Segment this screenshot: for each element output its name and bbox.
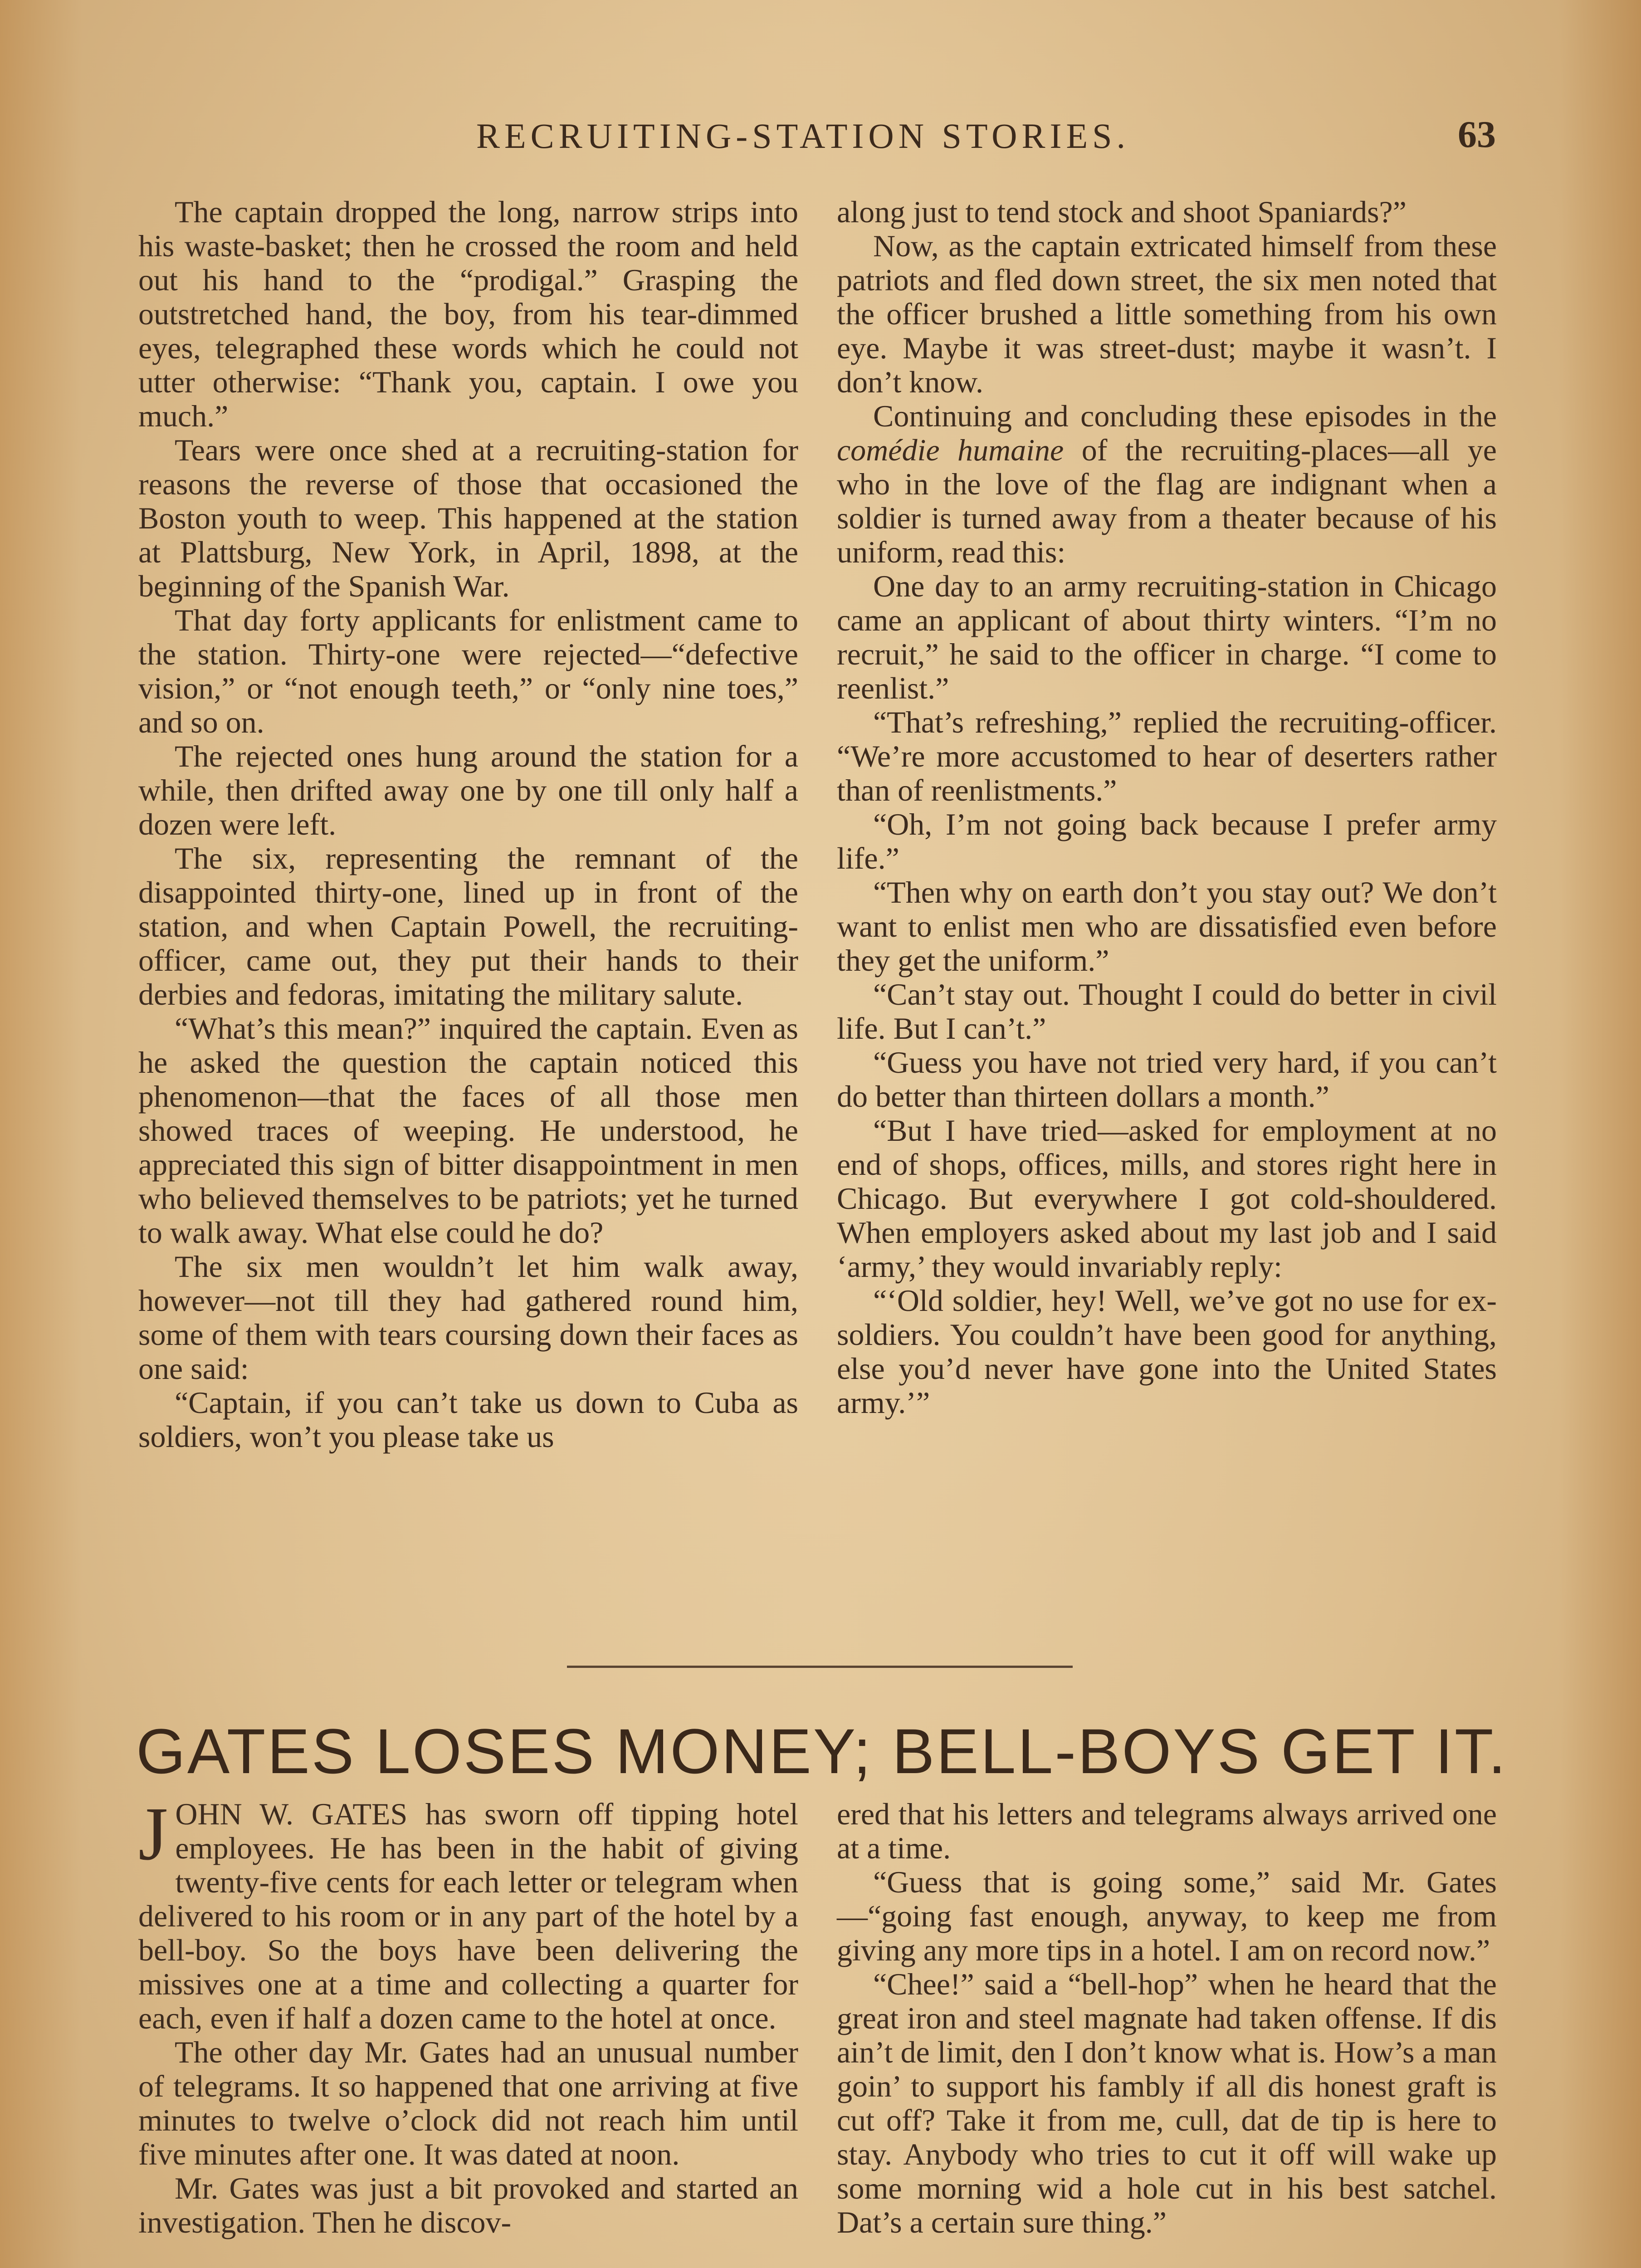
article-headline: GATES LOSES MONEY; BELL-BOYS GET IT. — [136, 1716, 1508, 1787]
running-head: RECRUITING-STATION STORIES. — [476, 116, 1130, 156]
paragraph: “Can’t stay out. Thought I could do better in civil life. But I can’t.” — [837, 977, 1497, 1046]
page-number: 63 — [1458, 113, 1496, 156]
paragraph: “‘Old soldier, hey! Well, we’ve got no use for ex-soldiers. You couldn’t have been good for anything, else you’d never have gone into the United States army.’” — [837, 1283, 1497, 1420]
paragraph: One day to an army recruiting-station in Chicago came an applicant of about thirty winters. “I’m no recruit,” he said to the officer in charge. “I come to reenlist.” — [837, 569, 1497, 705]
paragraph: The six men wouldn’t let him walk away, however—not till they had gathered round him, some of them with tears coursing down their faces as one said: — [138, 1249, 798, 1386]
paragraph: “Captain, if you can’t take us down to Cuba as soldiers, won’t you please take us — [138, 1385, 798, 1454]
intro-text: of the recruiting-places—all ye who in the love of the flag are indignant when a soldier is turned away from a theater because of his uniform, read this: — [837, 433, 1497, 569]
paragraph: “Guess you have not tried very hard, if you can’t do better than thirteen dollars a month.” — [837, 1045, 1497, 1114]
lead-text: OHN W. GATES has sworn off tipping hotel employees. He has been in the habit of giving twenty-five cents for each letter or telegram when delivered to his room or in any part of the hotel by a bell-boy. So the boys have been delivering the missives one at a time and collecting a quarter for each, even if half a dozen came to the hotel at once. — [138, 1797, 798, 2035]
intro-italic-phrase: comédie humaine — [837, 433, 1064, 467]
drop-cap: J — [138, 1792, 168, 1876]
story1-left-column — [138, 195, 798, 1454]
paragraph-continuation: along just to tend stock and shoot Spaniards?” — [837, 195, 1407, 229]
paragraph: Now, as the captain extricated himself from these patriots and fled down street, the six men noted that the officer brushed a little something from his own eye. Maybe it was street-dust; maybe it wasn’t. I don’t know. — [837, 229, 1497, 399]
paragraph: “Guess that is going some,” said Mr. Gates—“going fast enough, anyway, to keep me from giving any more tips in a hotel. I am on record now.” — [837, 1865, 1497, 1967]
paragraph: Tears were once shed at a recruiting-station for reasons the reverse of those that occasioned the Boston youth to weep. This happened at the station at Plattsburg, New York, in April, 1898, at the beginning of the Spanish War. — [138, 433, 798, 603]
lead-paragraph — [138, 1792, 798, 2035]
paragraph: “But I have tried—asked for employment at no end of shops, offices, mills, and stores right here in Chicago. But everywhere I got cold-shouldered. When employers asked about my last job and I said ‘army,’ they would invariably reply: — [837, 1113, 1497, 1284]
paragraph-episode-intro — [837, 399, 1497, 569]
paragraph: That day forty applicants for enlistment came to the station. Thirty-one were rejected—“defective vision,” or “not enough teeth,” or “only nine toes,” and so on. — [138, 603, 798, 739]
paragraph: “Chee!” said a “bell-hop” when he heard that the great iron and steel magnate had taken offense. If dis ain’t de limit, den I don’t know what is. How’s a man goin’ to support his fambly if all dis honest graft is cut off? Take it from me, cull, dat de tip is here to stay. Anybody who tries to cut it off will wake up some morning wid a hole cut in his best satchel. Dat’s a certain sure thing.” — [837, 1967, 1497, 2239]
paragraph: The rejected ones hung around the station for a while, then drifted away one by one till only half a dozen were left. — [138, 739, 798, 841]
paragraph: “That’s refreshing,” replied the recruiting-officer. “We’re more accustomed to hear of deserters rather than of reenlistments.” — [837, 705, 1497, 807]
paragraph: The captain dropped the long, narrow strips into his waste-basket; then he crossed the room and held out his hand to the “prodigal.” Grasping the outstretched hand, the boy, from his tear-dimmed eyes, telegraphed these words which he could not utter otherwise: “Thank you, captain. I owe you much.” — [138, 195, 798, 433]
story1-right-column — [837, 195, 1497, 1420]
paragraph: The six, representing the remnant of the disappointed thirty-one, lined up in front of the station, and when Captain Powell, the recruiting-officer, came out, they put their hands to their derbies and fedoras, imitating the military salute. — [138, 841, 798, 1012]
intro-text: Continuing and concluding these episodes in the — [873, 399, 1497, 433]
paragraph: “Then why on earth don’t you stay out? We don’t want to enlist men who are dissatisfied even before they get the uniform.” — [837, 875, 1497, 978]
story2-left-column — [138, 1792, 798, 2239]
paragraph: Mr. Gates was just a bit provoked and started an investigation. Then he discov- — [138, 2171, 798, 2239]
paragraph: The other day Mr. Gates had an unusual number of telegrams. It so happened that one arriving at five minutes to twelve o’clock did not reach him until five minutes after one. It was dated at noon. — [138, 2035, 798, 2171]
paragraph: “Oh, I’m not going back because I prefer army life.” — [837, 807, 1497, 875]
section-divider — [567, 1666, 1073, 1668]
paragraph: “What’s this mean?” inquired the captain. Even as he asked the question the captain noticed this phenomenon—that the faces of all those men showed traces of weeping. He understood, he appreciated this sign of bitter disappointment in men who believed themselves to be patriots; yet he turned to walk away. What else could he do? — [138, 1011, 798, 1250]
paragraph-continuation: ered that his letters and telegrams always arrived one at a time. — [837, 1797, 1497, 1865]
story2-right-column — [837, 1797, 1497, 2239]
